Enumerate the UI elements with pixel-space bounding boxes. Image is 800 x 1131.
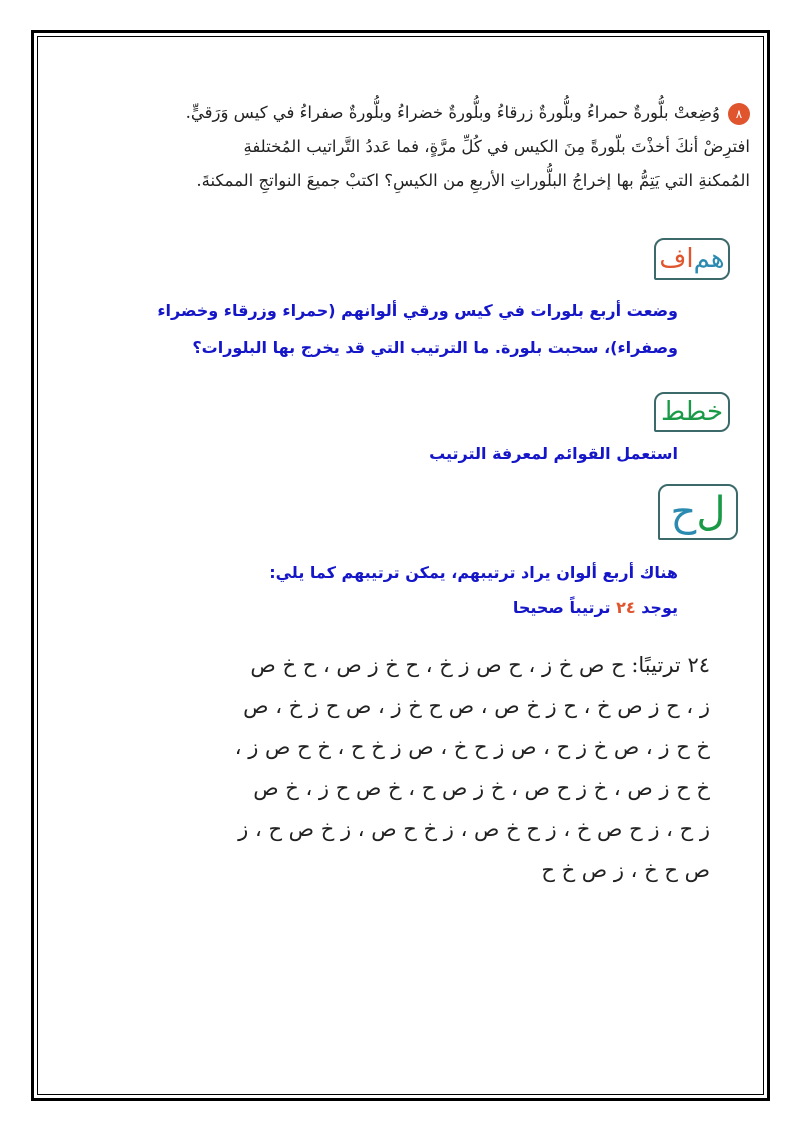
understand-tag-part1: اف	[659, 244, 694, 274]
plan-tag-text: خطط	[660, 397, 724, 427]
problem-line-3: المُمكنةِ التي يَتِمُّ بها إخراجُ البلُّوراتِ الأربعِ من الكيسِ؟ اكتبْ جميعَ النواتجِ الممكنةَ.	[196, 171, 750, 190]
understand-tag-part2: هم	[693, 244, 725, 274]
problem-line-2: افترِضْ أنكَ أخذْتَ بلّورةً مِنَ الكيس في كُلِّ مرَّةٍ، فما عَددُ التَّراتيب المُختلفةِ	[243, 137, 750, 156]
solve-line-2-before: يوجد	[641, 598, 678, 617]
solve-line-2-after: ترتيباً صحيحا	[512, 598, 611, 617]
plan-text: استعمل القوائم لمعرفة الترتيب	[429, 444, 678, 463]
understand-line-2: وصفراء)، سحبت بلورة. ما الترتيب التي قد يخرج بها البلورات؟	[192, 338, 678, 357]
permutation-line: خ ح ز ، ص خ ز ح ، ص ز ح خ ، ص ز خ ح ، خ ح ص ز ،	[234, 735, 710, 759]
solve-tag-part1: ح	[670, 489, 697, 535]
understand-line-1: وضعت أربع بلورات في كيس ورقي ألوانهم (حمراء وزرقاء وخضراء	[157, 301, 678, 320]
problem-line-1-text: وُضِعتْ بلُّورةٌ حمراءُ وبلُّورةٌ زرقاءُ وبلُّورةٌ خضراءُ وبلُّورةٌ صفراءُ في كيس وَرَقيٍّ.	[185, 103, 720, 122]
permutation-line: ز ح ، ز ح ص خ ، ز ح خ ص ، ز خ ح ص ، ز خ ص ح ، ز	[238, 817, 710, 841]
understand-text	[118, 292, 678, 366]
permutations-list	[110, 645, 710, 891]
solve-count: ٢٤	[616, 598, 636, 617]
permutation-line: ٢٤ ترتيبًا: ح ص خ ز ، ح ص ز خ ، ح خ ز ص ، ح خ ص	[250, 653, 710, 677]
permutation-line: ز ، ح ز ص خ ، ح ز خ ص ، ص ح خ ز ، ص ح ز خ ، ص	[243, 694, 710, 718]
permutation-line: ص ح خ ، ز ص خ ح	[541, 858, 710, 882]
solve-tag-part2: ل	[696, 489, 726, 535]
solve-tag	[658, 484, 738, 540]
problem-statement	[50, 96, 750, 198]
problem-line-1	[50, 96, 750, 130]
plan-tag	[654, 392, 730, 432]
problem-number-badge: ٨	[728, 103, 750, 125]
understand-tag	[654, 238, 730, 280]
permutation-line: خ ح ز ص ، خ ز ح ص ، خ ز ص ح ، خ ص ح ز ، خ ص	[253, 776, 710, 800]
solve-line-2	[513, 598, 678, 617]
solve-line-1: هناك أربع ألوان يراد ترتيبهم، يمكن ترتيبهم كما يلي:	[269, 563, 678, 582]
